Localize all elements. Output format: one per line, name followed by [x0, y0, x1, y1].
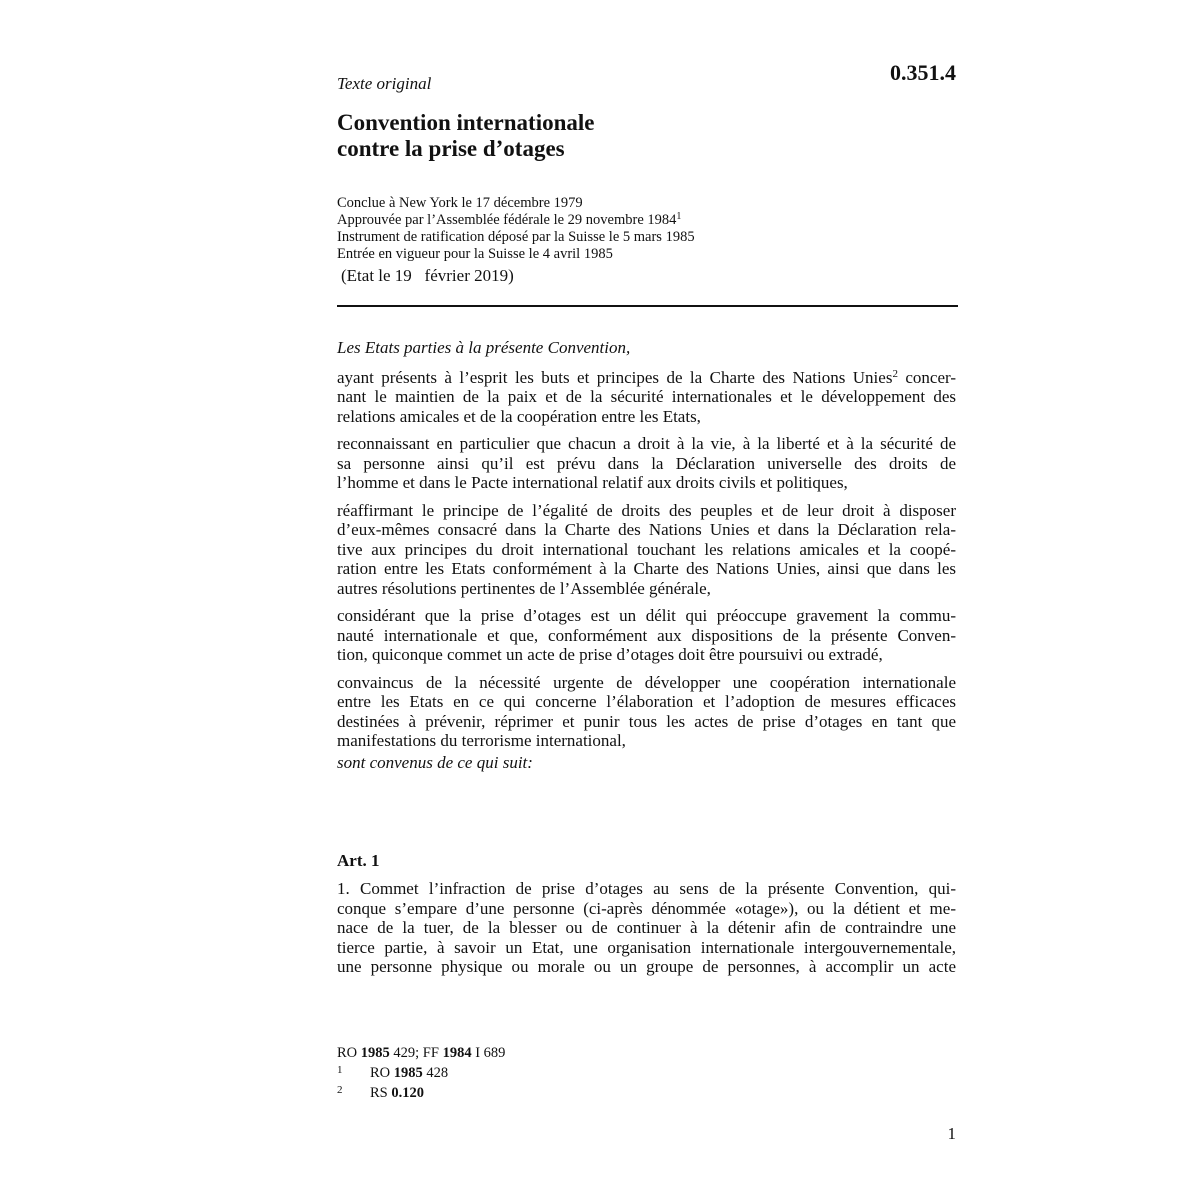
text-line: considérant que la prise d’otages est un délit qui préoccupe gravement la commu-	[337, 606, 956, 625]
preamble-intro: Les Etats parties à la présente Convention,	[337, 338, 631, 357]
ratification-date: Instrument de ratification déposé par la Suisse le 5 mars 1985	[337, 229, 695, 245]
preamble-paragraph-5	[337, 673, 956, 751]
text-line: ration entre les Etats conformément à la Charte des Nations Unies, ainsi que dans les	[337, 559, 956, 578]
text-status: Texte original	[337, 74, 432, 93]
footnote-ref-2[interactable]: 2	[892, 367, 898, 380]
text-line: autres résolutions pertinentes de l’Assemblée générale,	[337, 578, 711, 598]
preamble-paragraph-4	[337, 606, 956, 665]
article-1-paragraph-1	[337, 879, 956, 977]
source-reference: RO 1985 429; FF 1984 I 689	[337, 1045, 506, 1061]
text-line: reconnaissant en particulier que chacun a droit à la vie, à la liberté et à la sécurité de	[337, 434, 956, 453]
text-line: manifestations du terrorisme international,	[337, 731, 626, 750]
text-line: entre les Etats en ce qui concerne l’élaboration et l’adoption de mesures efficaces	[337, 692, 956, 711]
text-line: nauté internationale et que, conformément aux dispositions de la présente Conven-	[337, 625, 956, 645]
text-line: tion, quiconque commet un acte de prise d’otages doit être poursuivi ou extradé,	[337, 645, 883, 664]
page-number: 1	[947, 1124, 956, 1143]
title-line-2: contre la prise d’otages	[337, 136, 565, 161]
text-line: destinées à prévenir, réprimer et punir tous les actes de prise d’otages en tant que	[337, 711, 956, 731]
text-line: tive aux principes du droit international touchant les relations amicales et la coopé-	[337, 539, 956, 559]
text-line: convaincus de la nécessité urgente de développer une coopération internationale	[337, 672, 956, 692]
preamble-paragraph-1	[337, 368, 956, 427]
article-1-heading: Art. 1	[337, 851, 380, 870]
text-line: d’eux-mêmes consacré dans la Charte des Nations Unies et dans la Déclaration rela-	[337, 520, 956, 539]
document-title	[337, 110, 594, 162]
footnote-1: 1 RO 1985 428	[337, 1064, 449, 1081]
title-line-1: Convention internationale	[337, 110, 595, 135]
preamble-paragraph-3	[337, 501, 956, 599]
preamble-paragraph-2	[337, 434, 956, 493]
header-divider	[337, 305, 958, 307]
footnote-2: 2 RS 0.120	[337, 1084, 424, 1101]
concluded-date: Conclue à New York le 17 décembre 1979	[337, 195, 583, 211]
preamble	[337, 338, 956, 780]
text-line: conque s’empare d’une personne (ci-après dénommée «otage»), ou la détient et me-	[337, 898, 956, 918]
approval-date: Approuvée par l’Assemblée fédérale le 29 novembre 1984$^1$	[337, 211, 682, 228]
text-line: l’homme et dans le Pacte international relatif aux droits civils et politiques,	[337, 473, 848, 492]
entry-into-force-date: Entrée en vigueur pour la Suisse le 4 avril 1985	[337, 246, 613, 262]
text-line: relations amicales et de la coopération entre les Etats,	[337, 406, 701, 426]
state-date: (Etat le 19 février 2019)	[341, 266, 514, 285]
text-line: tierce partie, à savoir un Etat, une organisation internationale intergouvernementale,	[337, 937, 956, 957]
text-line: une personne physique ou morale ou un groupe de personnes, à accomplir un acte	[337, 957, 956, 976]
sr-number: 0.351.4	[890, 60, 956, 85]
text-line: nant le maintien de la paix et de la sécurité internationales et le développement des	[337, 387, 956, 406]
preamble-closing: sont convenus de ce qui suit:	[337, 752, 533, 772]
text-line: réaffirmant le principe de l’égalité de droits des peuples et de leur droit à disposer	[337, 500, 956, 520]
text-line: nace de la tuer, de la blesser ou de continuer à la détenir afin de contraindre une	[337, 918, 956, 937]
text-line: 1. Commet l’infraction de prise d’otages au sens de la présente Convention, qui-	[337, 879, 956, 898]
text-line: ayant présents à l’esprit les buts et principes de la Charte des Nations Unies$^2$ concer-	[337, 367, 957, 387]
footnotes	[337, 1045, 505, 1102]
text-line: sa personne ainsi qu’il est prévu dans la Déclaration universelle des droits de	[337, 453, 956, 473]
footnote-ref-1[interactable]: 1	[676, 211, 682, 222]
document-metadata	[337, 195, 695, 263]
article-1-body	[337, 879, 956, 985]
